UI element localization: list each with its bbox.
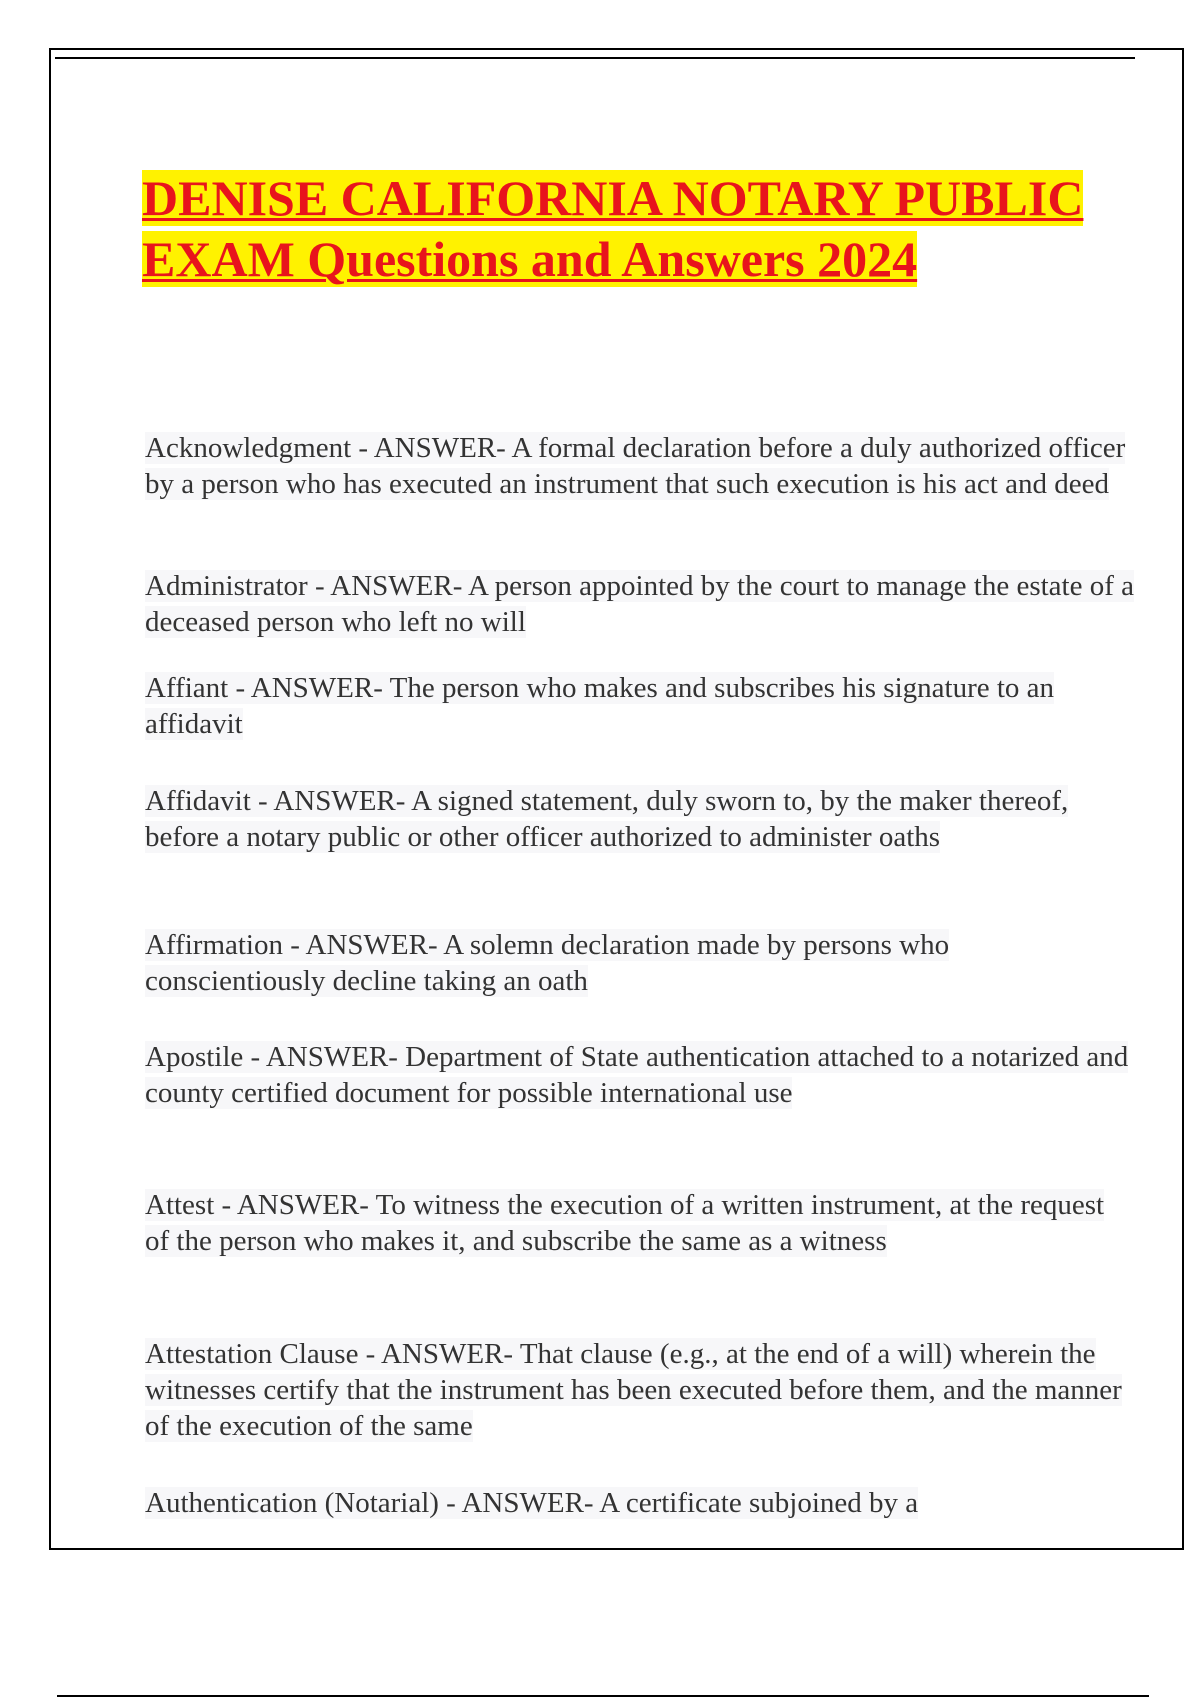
document-title: [142, 168, 1142, 290]
qa-entry-affiant: Affiant - ANSWER- The person who makes and subscribes his signature to an affidavit: [145, 672, 1055, 740]
qa-entry-authentication: Authentication (Notarial) - ANSWER- A certificate subjoined by a: [145, 1487, 919, 1519]
qa-entry-acknowledgment: Acknowledgment - ANSWER- A formal declaration before a duly authorized officer by a person who has executed an instrument that such execution is his act and deed: [145, 432, 1126, 500]
qa-entry-apostile: Apostile - ANSWER- Department of State authentication attached to a notarized and county certified document for possible international use: [145, 1041, 1129, 1109]
qa-entry-administrator: Administrator - ANSWER- A person appointed by the court to manage the estate of a deceased person who left no will: [145, 570, 1134, 638]
bottom-rule: [57, 1695, 1149, 1697]
qa-entry-attest: Attest - ANSWER- To witness the execution of a written instrument, at the request of the person who makes it, and subscribe the same as a witness: [145, 1189, 1105, 1257]
top-rule: [55, 57, 1135, 59]
page-frame: [49, 48, 1184, 1550]
document-title-text: DENISE CALIFORNIA NOTARY PUBLIC EXAM Questions and Answers 2024: [142, 170, 1084, 287]
qa-list: [145, 430, 1135, 1521]
qa-entry-affirmation: Affirmation - ANSWER- A solemn declaration made by persons who conscientiously decline taking an oath: [145, 929, 950, 997]
qa-entry-affidavit: Affidavit - ANSWER- A signed statement, duly sworn to, by the maker thereof, before a notary public or other officer authorized to administer oaths: [145, 785, 1069, 853]
qa-entry-attestation-clause: Attestation Clause - ANSWER- That clause (e.g., at the end of a will) wherein the witnesses certify that the instrument has been executed before them, and the manner of the execution of the same: [145, 1338, 1122, 1442]
